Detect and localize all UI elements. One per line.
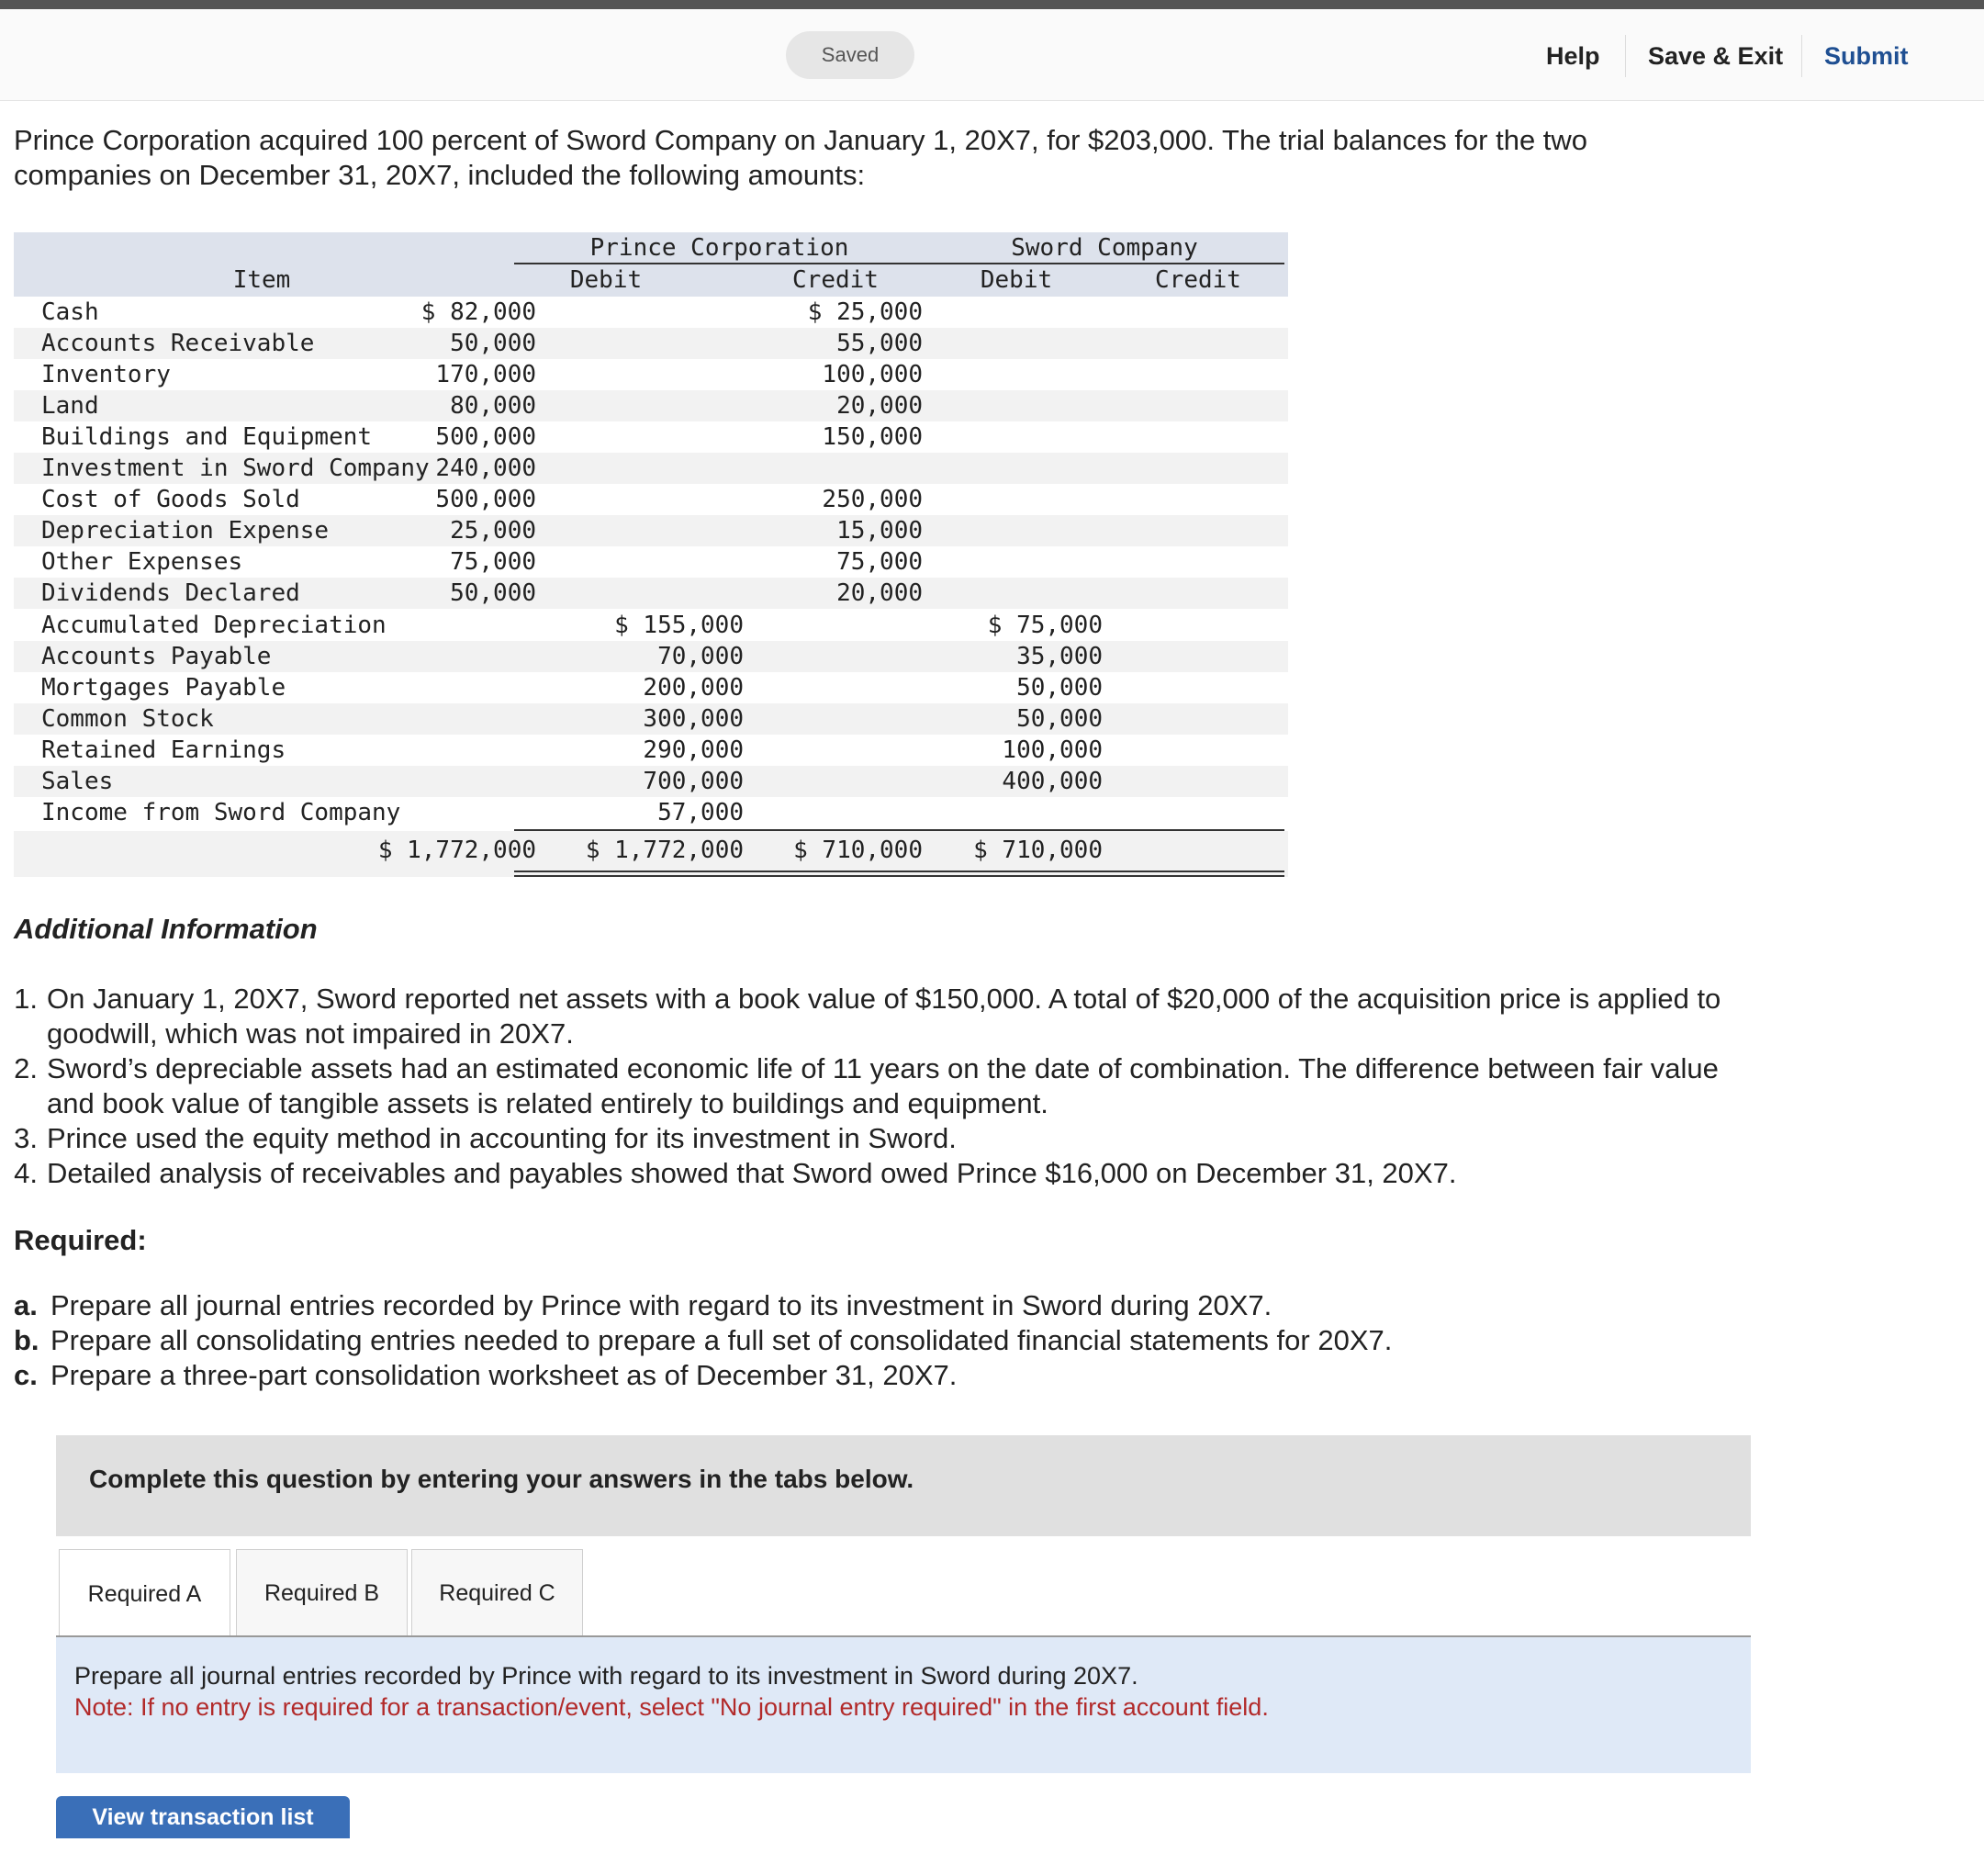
- list-item-text: On January 1, 20X7, Sword reported net assets with a book value of $150,000. A total of $20,000 of the acquisition price is applied to goodwill, which was not impaired in 20X7.: [47, 983, 1721, 1050]
- list-item-number: 3.: [14, 1122, 38, 1154]
- table-row: [14, 703, 1288, 735]
- additional-info-list: [0, 982, 1744, 1191]
- required-item-text: Prepare all journal entries recorded by Prince with regard to its investment in Sword during 20X7.: [50, 1289, 1272, 1321]
- save-exit-link[interactable]: Save & Exit: [1648, 41, 1784, 70]
- instructions-banner-text: Complete this question by entering your answers in the tabs below.: [89, 1465, 914, 1493]
- table-row: [14, 641, 1288, 672]
- row-label-cell: Accumulated Depreciation: [41, 611, 387, 639]
- table-row: [14, 610, 1288, 641]
- tab-required-c[interactable]: Required C: [411, 1549, 583, 1637]
- totals-row: [14, 831, 1288, 877]
- table-row: [14, 297, 1288, 328]
- row-label-cell: Common Stock: [41, 704, 214, 733]
- prince-debit-cell: 50,000: [450, 330, 536, 358]
- required-heading: Required:: [14, 1224, 147, 1256]
- list-item: [0, 982, 1744, 1051]
- total-sword-debit: $ 710,000: [793, 836, 923, 864]
- row-label-cell: Income from Sword Company: [41, 798, 401, 826]
- prince-debit-cell: $ 82,000: [420, 298, 536, 326]
- row-label-cell: Mortgages Payable: [41, 673, 286, 702]
- header-prince: Prince Corporation: [589, 234, 849, 262]
- submit-link[interactable]: Submit: [1824, 41, 1909, 70]
- sword-debit-cell: 100,000: [822, 361, 923, 389]
- row-label-cell: Depreciation Expense: [41, 517, 330, 545]
- list-item-number: 1.: [14, 983, 38, 1015]
- totals-double-rule: [514, 875, 1284, 877]
- problem-intro: Prince Corporation acquired 100 percent of Sword Company on January 1, 20X7, for $203,000. The trial balances for the two companies on December 31, 20X7, included the following amounts:: [14, 124, 1588, 191]
- required-item: [0, 1323, 1744, 1358]
- list-item: [0, 1156, 1744, 1191]
- row-label-cell: Retained Earnings: [41, 736, 286, 764]
- prince-credit-cell: 700,000: [643, 767, 744, 795]
- table-row: [14, 484, 1288, 515]
- required-item-letter: c.: [14, 1359, 38, 1391]
- list-item-number: 4.: [14, 1157, 38, 1189]
- row-label-cell: Other Expenses: [41, 548, 243, 577]
- sword-debit-cell: 15,000: [836, 517, 923, 545]
- required-item-text: Prepare all consolidating entries needed to prepare a full set of consolidated financial statements for 20X7.: [50, 1324, 1393, 1356]
- total-prince-credit: $ 1,772,000: [585, 836, 744, 864]
- prince-credit-cell: 57,000: [657, 798, 744, 826]
- required-item-letter: a.: [14, 1289, 38, 1321]
- required-item-text: Prepare a three-part consolidation worksheet as of December 31, 20X7.: [50, 1359, 958, 1391]
- list-item-text: Sword’s depreciable assets had an estimated economic life of 11 years on the date of combination. The difference between fair value and book value of tangible assets is related entirely to buildings and equipment.: [47, 1052, 1719, 1119]
- row-label-cell: Buildings and Equipment: [41, 423, 373, 452]
- sword-debit-cell: 55,000: [836, 330, 923, 358]
- prince-debit-cell: 500,000: [435, 423, 536, 452]
- required-list: [0, 1288, 1744, 1393]
- table-row: [14, 672, 1288, 703]
- row-label-cell: Inventory: [41, 361, 171, 389]
- prince-debit-cell: 75,000: [450, 548, 536, 577]
- row-label-cell: Cost of Goods Sold: [41, 486, 300, 514]
- required-item: [0, 1358, 1744, 1393]
- required-item: [0, 1288, 1744, 1323]
- required-item-letter: b.: [14, 1324, 39, 1356]
- prince-debit-cell: 50,000: [450, 579, 536, 608]
- row-label-cell: Investment in Sword Company: [41, 455, 430, 483]
- row-label-cell: Accounts Receivable: [41, 330, 315, 358]
- header-sword: Sword Company: [1011, 234, 1198, 262]
- header-sword-credit: Credit: [1155, 266, 1241, 294]
- sword-debit-cell: 250,000: [822, 486, 923, 514]
- table-row: [14, 390, 1288, 421]
- row-label-cell: Sales: [41, 767, 114, 795]
- prince-credit-cell: 200,000: [643, 673, 744, 702]
- tab-required-b[interactable]: Required B: [236, 1549, 408, 1637]
- prince-credit-cell: 70,000: [657, 642, 744, 670]
- sword-credit-cell: $ 75,000: [987, 611, 1103, 639]
- table-header: [14, 232, 1288, 297]
- tab-required-a[interactable]: Required A: [59, 1549, 230, 1638]
- sword-debit-cell: 20,000: [836, 579, 923, 608]
- top-accent-bar: [0, 0, 1984, 9]
- tab-instruction-text: Prepare all journal entries recorded by Prince with regard to its investment in Sword during 20X7.: [74, 1662, 1138, 1690]
- table-row: [14, 797, 1288, 828]
- prince-debit-cell: 240,000: [435, 455, 536, 483]
- tab-instruction-note: Note: If no entry is required for a transaction/event, select "No journal entry required" in the first account field.: [74, 1693, 1269, 1721]
- row-label-cell: Cash: [41, 298, 99, 326]
- table-row: [14, 735, 1288, 766]
- sword-credit-cell: 400,000: [1002, 767, 1103, 795]
- table-row: [14, 359, 1288, 390]
- header-prince-credit: Credit: [792, 266, 879, 294]
- sword-debit-cell: 75,000: [836, 548, 923, 577]
- nav-divider: [1625, 35, 1626, 77]
- table-row: [14, 515, 1288, 546]
- prince-debit-cell: 80,000: [450, 392, 536, 421]
- table-row: [14, 328, 1288, 359]
- header-prince-debit: Debit: [569, 266, 643, 294]
- total-sword-credit: $ 710,000: [973, 836, 1103, 864]
- prince-debit-cell: 500,000: [435, 486, 536, 514]
- list-item: [0, 1051, 1744, 1121]
- prince-credit-cell: 300,000: [643, 704, 744, 733]
- saved-status-badge: Saved: [786, 31, 914, 79]
- list-item-text: Detailed analysis of receivables and payables showed that Sword owed Prince $16,000 on December 31, 20X7.: [47, 1157, 1457, 1189]
- view-transaction-list-button[interactable]: View transaction list: [56, 1796, 350, 1838]
- additional-info-heading: Additional Information: [14, 913, 318, 945]
- header-bar: [0, 9, 1984, 101]
- row-label-cell: Land: [41, 392, 99, 421]
- table-row: [14, 578, 1288, 609]
- table-row: [14, 453, 1288, 484]
- header-item: Item: [232, 266, 291, 294]
- prince-credit-cell: 290,000: [643, 736, 744, 764]
- row-label-cell: Dividends Declared: [41, 579, 300, 608]
- list-item-number: 2.: [14, 1052, 38, 1084]
- sword-debit-cell: 150,000: [822, 423, 923, 452]
- prince-debit-cell: 170,000: [435, 361, 536, 389]
- help-link[interactable]: Help: [1546, 41, 1600, 70]
- sword-debit-cell: $ 25,000: [807, 298, 923, 326]
- instructions-banner: [56, 1435, 1751, 1536]
- tab-instructions-panel: [56, 1637, 1751, 1773]
- sword-credit-cell: 50,000: [1016, 673, 1103, 702]
- table-row: [14, 766, 1288, 797]
- list-item: [0, 1121, 1744, 1156]
- prince-credit-cell: $ 155,000: [614, 611, 744, 639]
- sword-credit-cell: 100,000: [1002, 736, 1103, 764]
- sword-debit-cell: 20,000: [836, 392, 923, 421]
- header-sword-debit: Debit: [980, 266, 1053, 294]
- prince-debit-cell: 25,000: [450, 517, 536, 545]
- row-label-cell: Accounts Payable: [41, 642, 272, 670]
- nav-divider: [1801, 35, 1802, 77]
- sword-credit-cell: 50,000: [1016, 704, 1103, 733]
- table-row: [14, 421, 1288, 453]
- total-prince-debit: $ 1,772,000: [377, 836, 536, 864]
- sword-credit-cell: 35,000: [1016, 642, 1103, 670]
- list-item-text: Prince used the equity method in accounting for its investment in Sword.: [47, 1122, 957, 1154]
- totals-double-rule: [514, 871, 1284, 872]
- table-row: [14, 546, 1288, 578]
